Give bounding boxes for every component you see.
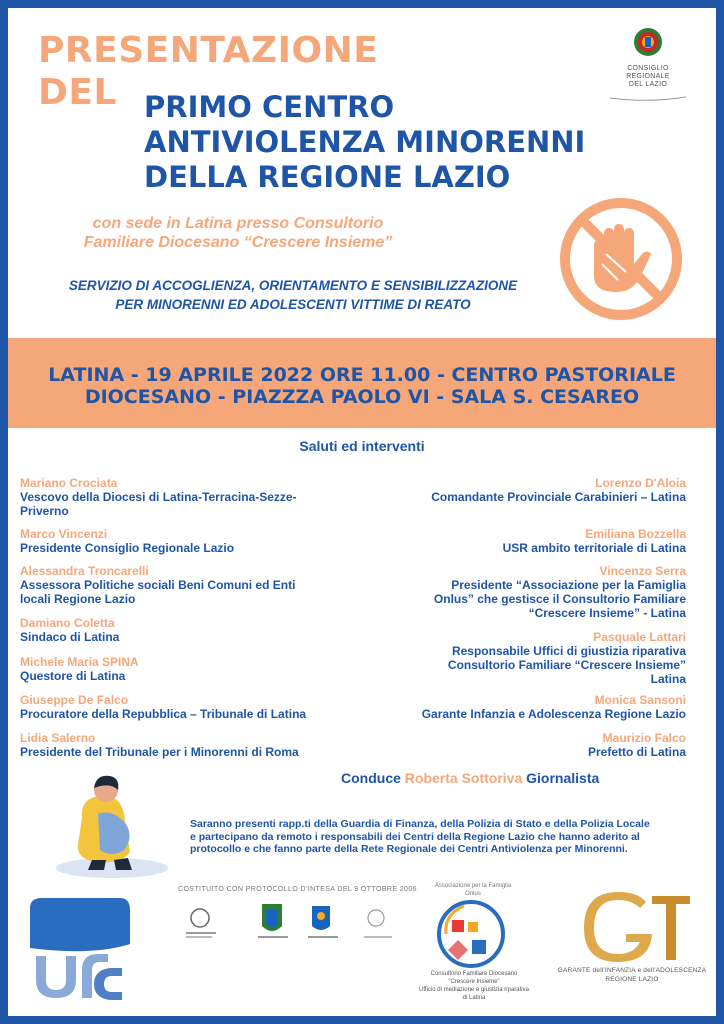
event-line1: LATINA - 19 APRILE 2022 ORE 11.00 - CENTRO PASTORIALE bbox=[48, 364, 676, 386]
speaker-left-6: Giuseppe De Falco Procuratore della Repubblica – Tribunale di Latina bbox=[20, 693, 307, 721]
presentazione-line1: PRESENTAZIONE bbox=[38, 30, 379, 71]
servizio-line2: PER MINORENNI ED ADOLESCENTI VITTIME DI REATO bbox=[115, 297, 471, 312]
speaker-right-2: Emiliana Bozzella USR ambito territoriale di Latina bbox=[502, 527, 686, 555]
assoc-title: Associazione per la Famiglia Onlus bbox=[434, 883, 512, 897]
event-line2: DIOCESANO - PIAZZZA PAOLO VI - SALA S. CESAREO bbox=[84, 386, 640, 408]
garante-infanzia-logo bbox=[574, 884, 694, 964]
urc-label: "In Mediazione" bbox=[48, 908, 101, 915]
speaker-left-1: Mariano Crociata Vescovo della Diocesi di Latina-Terracina-Sezze- Priverno bbox=[20, 476, 297, 518]
associazione-famiglia-logo bbox=[428, 896, 514, 970]
note-line3: protocollo e che fanno parte della Rete Regionale dei Centri Antiviolenza per Minorenni. bbox=[190, 843, 628, 855]
assoc-subtitle: Consultorio Familiare Diocesano "Crescere Insieme" Ufficio di mediazione e giustizia riparativa di Latina bbox=[419, 971, 529, 1001]
saluti-title: Saluti ed interventi bbox=[299, 438, 425, 454]
title-line1: PRIMO CENTRO bbox=[144, 90, 395, 124]
logo-swoosh bbox=[608, 94, 688, 102]
speaker-left-2: Marco Vincenzi Presidente Consiglio Regionale Lazio bbox=[20, 527, 235, 555]
garante-text: GARANTE dell'INFANZIA e dell'ADOLESCENZA REGIONE LAZIO bbox=[557, 967, 707, 983]
note-line1: Saranno presenti rapp.ti della Guardia di Finanza, della Polizia di Stato e della Polizia Locale bbox=[190, 818, 650, 830]
speaker-right-1: Lorenzo D'Aloia Comandante Provinciale Carabinieri – Latina bbox=[431, 476, 686, 504]
speaker-left-3: Alessandra Troncarelli Assessora Politiche sociali Beni Comuni ed Enti locali Regione Lazio bbox=[20, 564, 296, 606]
conduce-prefix: Conduce bbox=[341, 770, 401, 786]
poster bbox=[8, 8, 716, 1016]
ministero-giustizia-icon bbox=[186, 909, 216, 938]
speaker-right-5: Monica Sansoni Garante Infanzia e Adolescenza Regione Lazio bbox=[421, 693, 686, 721]
speaker-left-4: Damiano Coletta Sindaco di Latina bbox=[20, 616, 120, 644]
note-text bbox=[190, 818, 700, 856]
note-line2: e partecipano da remoto i responsabili dei Centri della Regione Lazio che hanno aderito al bbox=[190, 830, 640, 843]
servizio-text bbox=[28, 276, 558, 314]
comune-icon bbox=[364, 910, 392, 938]
costituto-text: COSTITUITO CON PROTOCOLLO D'INTESA DEL 9 OTTOBRE 2006 bbox=[178, 886, 417, 893]
regione-lazio-icon bbox=[258, 904, 288, 938]
title-line2: ANTIVIOLENZA MINORENNI bbox=[144, 125, 586, 159]
speaker-left-5: Michele Maria SPINA Questore di Latina bbox=[20, 655, 139, 683]
consiglio-regionale-logo bbox=[608, 26, 688, 107]
main-title bbox=[144, 90, 585, 195]
logo-line1: CONSIGLIO bbox=[627, 65, 669, 72]
speaker-right-4: Pasquale Lattari Responsabile Uffici di giustizia riparativa Consultorio Familiare “Crescere Insieme” Latina bbox=[447, 630, 686, 686]
logo-line2: REGIONALE bbox=[626, 73, 670, 80]
sede-line1: con sede in Latina presso Consultorio bbox=[92, 215, 384, 232]
servizio-line1: SERVIZIO DI ACCOGLIENZA, ORIENTAMENTO E SENSIBILIZZAZIONE bbox=[68, 278, 518, 293]
consiglio-emblem-icon bbox=[628, 26, 668, 60]
sad-child-illustration bbox=[52, 768, 172, 878]
presentazione-line2: DEL bbox=[38, 72, 117, 113]
stop-violence-hand-icon bbox=[556, 194, 686, 324]
sede-text bbox=[48, 214, 428, 252]
logo-line3: DEL LAZIO bbox=[628, 81, 668, 88]
conduce-name: Roberta Sottoriva bbox=[404, 770, 523, 786]
speaker-left-7: Lidia Salerno Presidente del Tribunale per i Minorenni di Roma bbox=[20, 731, 299, 759]
institution-logos bbox=[180, 902, 400, 948]
conduce-suffix: Giornalista bbox=[526, 770, 600, 786]
title-line3: DELLA REGIONE LAZIO bbox=[144, 160, 511, 194]
speaker-right-6: Maurizio Falco Prefetto di Latina bbox=[587, 731, 686, 759]
speaker-right-3: Vincenzo Serra Presidente “Associazione per la Famiglia Onlus” che gestisce il Consultorio Familiare “Crescere Insieme” - Latina bbox=[433, 564, 686, 620]
conduce-line bbox=[341, 770, 599, 786]
event-details bbox=[8, 364, 716, 408]
sede-line2: Familiare Diocesano “Crescere Insieme” bbox=[83, 234, 393, 251]
provincia-latina-icon bbox=[308, 906, 338, 938]
